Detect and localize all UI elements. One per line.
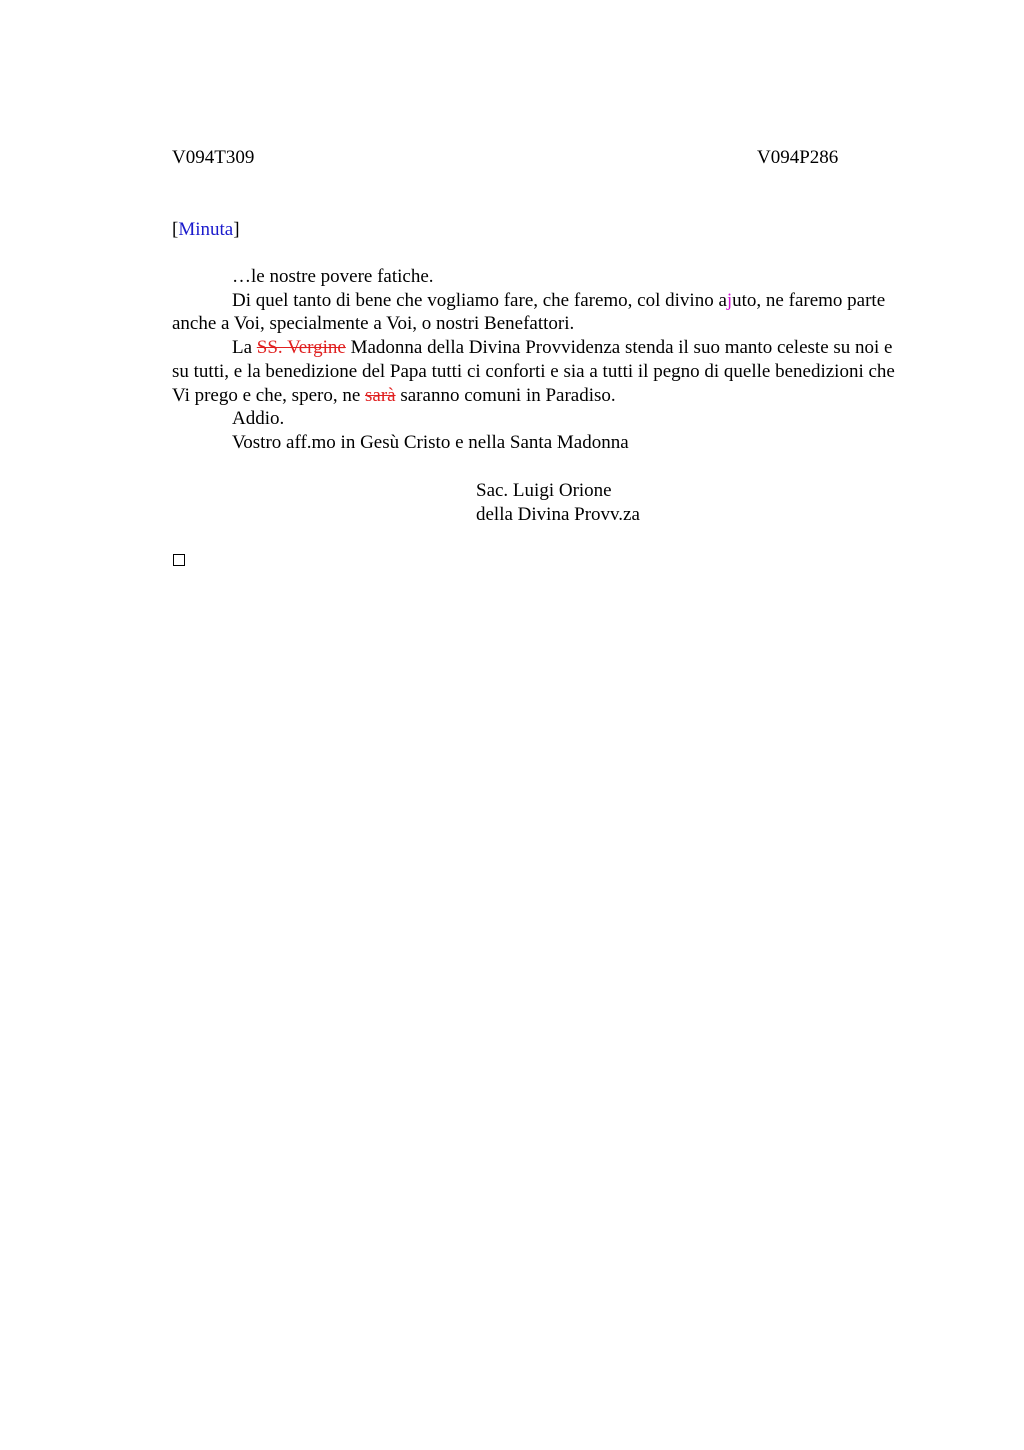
paragraph-3 [172,336,912,407]
empty-square-icon [173,554,185,566]
inserted-letter: j [726,289,733,311]
paragraph-3-text-a: La [232,337,257,359]
document-code-right: V094P286 [757,147,839,168]
paragraph-5: Vostro aff.mo in Gesù Cristo e nella Santa Madonna [232,431,629,453]
signature-name: Sac. Luigi Orione [476,480,612,501]
label-close-bracket: ] [233,219,240,240]
letter-body [172,265,912,455]
paragraph-2-text-b: uto, ne faremo parte anche a Voi, specialmente a Voi, o nostri Benefattori. [172,289,886,335]
paragraph-2-text-a: Di quel tanto di bene che vogliamo fare, che faremo, col divino a [232,289,727,311]
label-open-bracket: [ [172,219,179,240]
paragraph-3-text-b: Madonna della Divina Provvidenza stenda il suo manto celeste su noi e su tutti, e la benedizione del Papa tutti ci conforti e sia a tutti il pegno di quelle benedizioni che Vi prego e che, spero, ne [172,337,895,406]
document-type-label [172,218,240,242]
signature-block [476,479,640,527]
paragraph-1: …le nostre povere fatiche. [232,266,434,287]
paragraph-2 [172,289,912,336]
deleted-text-sara: sarà [365,384,396,406]
paragraph-4: Addio. [232,408,285,430]
label-text: Minuta [178,219,234,240]
document-code-left: V094T309 [172,147,255,168]
signature-title: della Divina Provv.za [476,504,640,525]
paragraph-3-text-c: saranno comuni in Paradiso. [395,384,616,406]
deleted-text-vergine: SS. Vergine [256,337,346,359]
